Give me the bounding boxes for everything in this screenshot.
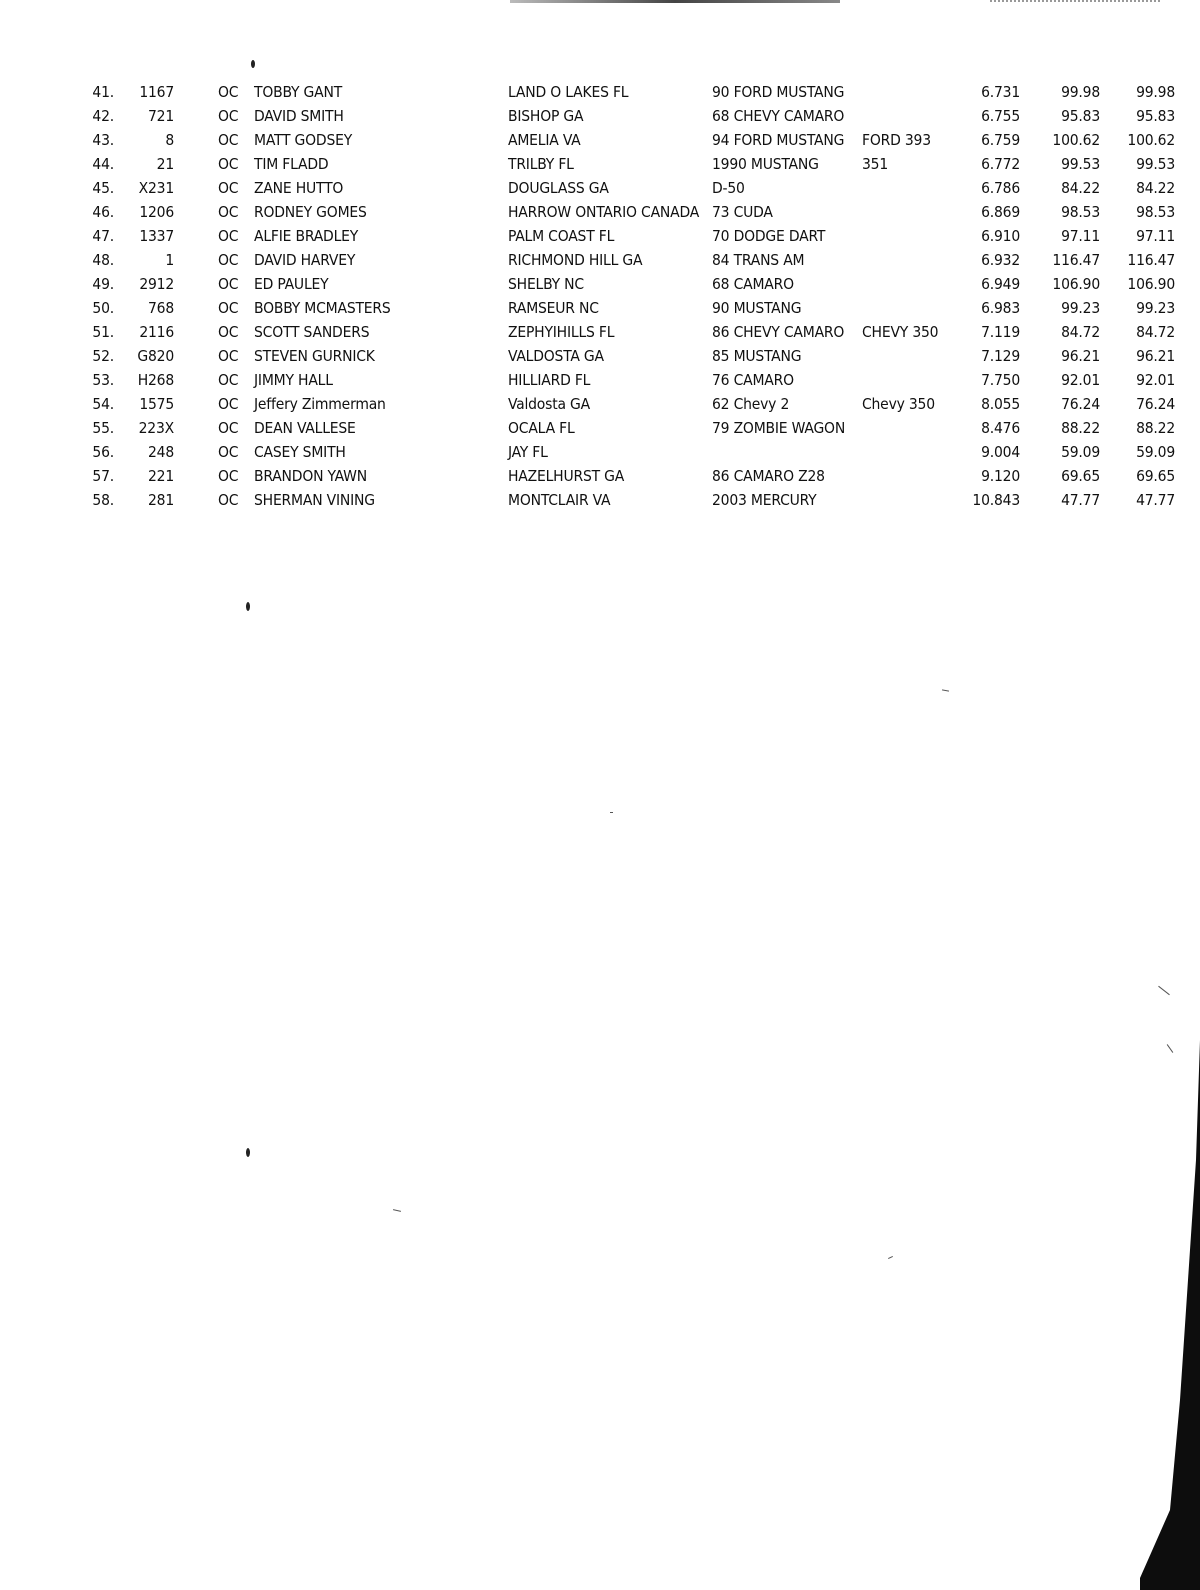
page-edge-shadow xyxy=(1140,1040,1200,1590)
result-row xyxy=(0,464,1200,488)
hometown-cell: SHELBY NC xyxy=(508,275,584,293)
scan-speck xyxy=(942,689,949,691)
speed-repeat-cell: 106.90 xyxy=(1127,275,1175,293)
position-cell: 52. xyxy=(92,347,114,365)
car-number-cell: 2116 xyxy=(139,323,174,341)
vehicle-cell: 62 Chevy 2 xyxy=(712,395,790,413)
driver-name-cell: DEAN VALLESE xyxy=(254,419,356,437)
result-row xyxy=(0,272,1200,296)
speed-repeat-cell: 84.22 xyxy=(1136,179,1175,197)
car-number-cell: 1167 xyxy=(139,83,174,101)
elapsed-time-cell: 8.476 xyxy=(981,419,1020,437)
speed-cell: 76.24 xyxy=(1061,395,1100,413)
speed-repeat-cell: 69.65 xyxy=(1136,467,1175,485)
position-cell: 56. xyxy=(92,443,114,461)
driver-name-cell: MATT GODSEY xyxy=(254,131,353,149)
driver-name-cell: JIMMY HALL xyxy=(254,371,333,389)
punch-mark-top xyxy=(251,60,255,68)
driver-name-cell: STEVEN GURNICK xyxy=(254,347,375,365)
driver-name-cell: Jeffery Zimmerman xyxy=(254,395,386,413)
elapsed-time-cell: 8.055 xyxy=(981,395,1020,413)
elapsed-time-cell: 7.129 xyxy=(981,347,1020,365)
vehicle-cell: 68 CHEVY CAMARO xyxy=(712,107,845,125)
class-cell: OC xyxy=(218,371,239,389)
speed-cell: 95.83 xyxy=(1061,107,1100,125)
car-number-cell: 21 xyxy=(156,155,174,173)
position-cell: 47. xyxy=(92,227,114,245)
hometown-cell: HAZELHURST GA xyxy=(508,467,625,485)
results-table xyxy=(0,80,1200,512)
hometown-cell: VALDOSTA GA xyxy=(508,347,604,365)
class-cell: OC xyxy=(218,299,239,317)
car-number-cell: X231 xyxy=(138,179,174,197)
class-cell: OC xyxy=(218,179,239,197)
driver-name-cell: SHERMAN VINING xyxy=(254,491,375,509)
position-cell: 42. xyxy=(92,107,114,125)
hometown-cell: DOUGLASS GA xyxy=(508,179,609,197)
driver-name-cell: ED PAULEY xyxy=(254,275,329,293)
speed-cell: 92.01 xyxy=(1061,371,1100,389)
scan-edge-dots xyxy=(990,0,1160,4)
result-row xyxy=(0,104,1200,128)
car-number-cell: 281 xyxy=(147,491,174,509)
speed-repeat-cell: 47.77 xyxy=(1136,491,1175,509)
vehicle-cell: 79 ZOMBIE WAGON xyxy=(712,419,846,437)
class-cell: OC xyxy=(218,491,239,509)
position-cell: 44. xyxy=(92,155,114,173)
position-cell: 49. xyxy=(92,275,114,293)
speed-repeat-cell: 98.53 xyxy=(1136,203,1175,221)
car-number-cell: 223X xyxy=(138,419,174,437)
class-cell: OC xyxy=(218,443,239,461)
position-cell: 48. xyxy=(92,251,114,269)
position-cell: 45. xyxy=(92,179,114,197)
class-cell: OC xyxy=(218,467,239,485)
car-number-cell: H268 xyxy=(137,371,174,389)
elapsed-time-cell: 7.119 xyxy=(981,323,1020,341)
punch-mark-bottom xyxy=(246,1148,250,1157)
class-cell: OC xyxy=(218,347,239,365)
speed-cell: 99.23 xyxy=(1061,299,1100,317)
position-cell: 53. xyxy=(92,371,114,389)
position-cell: 43. xyxy=(92,131,114,149)
scan-speck xyxy=(1158,986,1170,995)
vehicle-cell: 90 FORD MUSTANG xyxy=(712,83,845,101)
driver-name-cell: TIM FLADD xyxy=(254,155,329,173)
elapsed-time-cell: 6.786 xyxy=(981,179,1020,197)
speed-repeat-cell: 84.72 xyxy=(1136,323,1175,341)
result-row xyxy=(0,80,1200,104)
elapsed-time-cell: 6.869 xyxy=(981,203,1020,221)
result-row xyxy=(0,296,1200,320)
driver-name-cell: RODNEY GOMES xyxy=(254,203,367,221)
speed-cell: 99.53 xyxy=(1061,155,1100,173)
result-row xyxy=(0,392,1200,416)
hometown-cell: RAMSEUR NC xyxy=(508,299,599,317)
hometown-cell: HILLIARD FL xyxy=(508,371,591,389)
position-cell: 57. xyxy=(92,467,114,485)
car-number-cell: 248 xyxy=(147,443,174,461)
vehicle-cell: 68 CAMARO xyxy=(712,275,794,293)
car-number-cell: G820 xyxy=(137,347,174,365)
elapsed-time-cell: 6.731 xyxy=(981,83,1020,101)
vehicle-cell: 1990 MUSTANG xyxy=(712,155,819,173)
elapsed-time-cell: 6.983 xyxy=(981,299,1020,317)
class-cell: OC xyxy=(218,131,239,149)
position-cell: 51. xyxy=(92,323,114,341)
vehicle-cell: 90 MUSTANG xyxy=(712,299,802,317)
elapsed-time-cell: 10.843 xyxy=(972,491,1020,509)
driver-name-cell: BRANDON YAWN xyxy=(254,467,367,485)
result-row xyxy=(0,176,1200,200)
elapsed-time-cell: 9.004 xyxy=(981,443,1020,461)
hometown-cell: TRILBY FL xyxy=(508,155,574,173)
result-row xyxy=(0,152,1200,176)
scan-edge-line xyxy=(510,0,840,3)
driver-name-cell: BOBBY MCMASTERS xyxy=(254,299,391,317)
speed-cell: 99.98 xyxy=(1061,83,1100,101)
elapsed-time-cell: 6.759 xyxy=(981,131,1020,149)
class-cell: OC xyxy=(218,227,239,245)
speed-repeat-cell: 95.83 xyxy=(1136,107,1175,125)
vehicle-cell: 2003 MERCURY xyxy=(712,491,817,509)
hometown-cell: MONTCLAIR VA xyxy=(508,491,611,509)
speed-cell: 116.47 xyxy=(1052,251,1100,269)
hometown-cell: OCALA FL xyxy=(508,419,575,437)
speed-repeat-cell: 88.22 xyxy=(1136,419,1175,437)
engine-cell: 351 xyxy=(862,155,889,173)
speed-cell: 47.77 xyxy=(1061,491,1100,509)
speed-repeat-cell: 76.24 xyxy=(1136,395,1175,413)
class-cell: OC xyxy=(218,251,239,269)
position-cell: 58. xyxy=(92,491,114,509)
speed-cell: 84.22 xyxy=(1061,179,1100,197)
hometown-cell: HARROW ONTARIO CANADA xyxy=(508,203,700,221)
result-row xyxy=(0,440,1200,464)
result-row xyxy=(0,224,1200,248)
engine-cell: Chevy 350 xyxy=(862,395,935,413)
scan-speck xyxy=(393,1209,401,1212)
elapsed-time-cell: 6.932 xyxy=(981,251,1020,269)
hometown-cell: PALM COAST FL xyxy=(508,227,615,245)
position-cell: 50. xyxy=(92,299,114,317)
vehicle-cell: 86 CAMARO Z28 xyxy=(712,467,825,485)
vehicle-cell: 70 DODGE DART xyxy=(712,227,826,245)
speed-cell: 106.90 xyxy=(1052,275,1100,293)
position-cell: 54. xyxy=(92,395,114,413)
scan-speck xyxy=(888,1256,893,1259)
hometown-cell: JAY FL xyxy=(508,443,548,461)
engine-cell: CHEVY 350 xyxy=(862,323,939,341)
vehicle-cell: D-50 xyxy=(712,179,745,197)
car-number-cell: 2912 xyxy=(139,275,174,293)
driver-name-cell: DAVID SMITH xyxy=(254,107,344,125)
elapsed-time-cell: 6.910 xyxy=(981,227,1020,245)
vehicle-cell: 76 CAMARO xyxy=(712,371,794,389)
car-number-cell: 221 xyxy=(147,467,174,485)
engine-cell: FORD 393 xyxy=(862,131,931,149)
hometown-cell: AMELIA VA xyxy=(508,131,581,149)
result-row xyxy=(0,488,1200,512)
speed-repeat-cell: 99.23 xyxy=(1136,299,1175,317)
punch-mark-middle xyxy=(246,602,250,611)
speed-repeat-cell: 99.53 xyxy=(1136,155,1175,173)
result-row xyxy=(0,248,1200,272)
class-cell: OC xyxy=(218,419,239,437)
elapsed-time-cell: 6.755 xyxy=(981,107,1020,125)
vehicle-cell: 86 CHEVY CAMARO xyxy=(712,323,845,341)
speed-repeat-cell: 59.09 xyxy=(1136,443,1175,461)
elapsed-time-cell: 9.120 xyxy=(981,467,1020,485)
car-number-cell: 1575 xyxy=(139,395,174,413)
driver-name-cell: CASEY SMITH xyxy=(254,443,346,461)
class-cell: OC xyxy=(218,395,239,413)
speed-cell: 96.21 xyxy=(1061,347,1100,365)
elapsed-time-cell: 7.750 xyxy=(981,371,1020,389)
result-row xyxy=(0,320,1200,344)
result-row xyxy=(0,200,1200,224)
result-row xyxy=(0,368,1200,392)
car-number-cell: 1206 xyxy=(139,203,174,221)
speed-repeat-cell: 116.47 xyxy=(1127,251,1175,269)
speed-cell: 84.72 xyxy=(1061,323,1100,341)
speed-repeat-cell: 92.01 xyxy=(1136,371,1175,389)
speed-repeat-cell: 99.98 xyxy=(1136,83,1175,101)
position-cell: 46. xyxy=(92,203,114,221)
position-cell: 41. xyxy=(92,83,114,101)
hometown-cell: Valdosta GA xyxy=(508,395,590,413)
class-cell: OC xyxy=(218,275,239,293)
vehicle-cell: 84 TRANS AM xyxy=(712,251,805,269)
elapsed-time-cell: 6.772 xyxy=(981,155,1020,173)
car-number-cell: 721 xyxy=(147,107,174,125)
hometown-cell: RICHMOND HILL GA xyxy=(508,251,643,269)
speed-repeat-cell: 97.11 xyxy=(1136,227,1175,245)
class-cell: OC xyxy=(218,107,239,125)
driver-name-cell: SCOTT SANDERS xyxy=(254,323,370,341)
vehicle-cell: 85 MUSTANG xyxy=(712,347,802,365)
result-row xyxy=(0,416,1200,440)
position-cell: 55. xyxy=(92,419,114,437)
vehicle-cell: 94 FORD MUSTANG xyxy=(712,131,845,149)
driver-name-cell: ZANE HUTTO xyxy=(254,179,344,197)
speed-repeat-cell: 100.62 xyxy=(1127,131,1175,149)
car-number-cell: 768 xyxy=(147,299,174,317)
speed-cell: 100.62 xyxy=(1052,131,1100,149)
hometown-cell: LAND O LAKES FL xyxy=(508,83,629,101)
result-row xyxy=(0,128,1200,152)
class-cell: OC xyxy=(218,83,239,101)
result-row xyxy=(0,344,1200,368)
elapsed-time-cell: 6.949 xyxy=(981,275,1020,293)
class-cell: OC xyxy=(218,155,239,173)
car-number-cell: 8 xyxy=(165,131,174,149)
speed-cell: 69.65 xyxy=(1061,467,1100,485)
car-number-cell: 1 xyxy=(165,251,174,269)
speed-cell: 59.09 xyxy=(1061,443,1100,461)
driver-name-cell: ALFIE BRADLEY xyxy=(254,227,359,245)
hometown-cell: ZEPHYIHILLS FL xyxy=(508,323,615,341)
driver-name-cell: DAVID HARVEY xyxy=(254,251,356,269)
speed-cell: 88.22 xyxy=(1061,419,1100,437)
speed-cell: 98.53 xyxy=(1061,203,1100,221)
class-cell: OC xyxy=(218,203,239,221)
class-cell: OC xyxy=(218,323,239,341)
hometown-cell: BISHOP GA xyxy=(508,107,584,125)
driver-name-cell: TOBBY GANT xyxy=(254,83,343,101)
speed-cell: 97.11 xyxy=(1061,227,1100,245)
car-number-cell: 1337 xyxy=(139,227,174,245)
scan-speck xyxy=(610,812,613,813)
vehicle-cell: 73 CUDA xyxy=(712,203,773,221)
speed-repeat-cell: 96.21 xyxy=(1136,347,1175,365)
